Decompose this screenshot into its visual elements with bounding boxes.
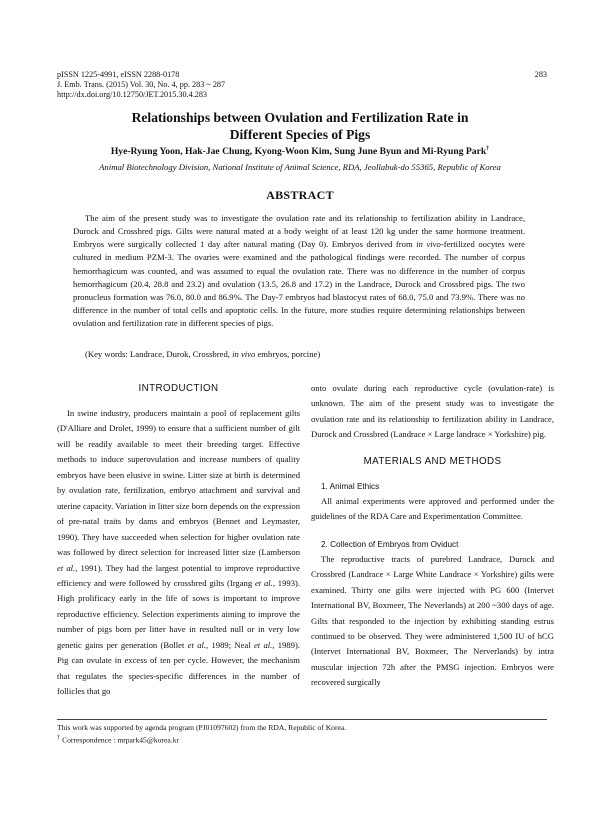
footnote-divider [57, 719, 547, 720]
title-line-1: Relationships between Ovulation and Fertilization Rate in [131, 110, 469, 125]
etal-1: et al. [57, 562, 76, 573]
corresponding-mark: † [486, 146, 490, 152]
journal-header [57, 70, 547, 101]
intro-text-3: , 1993). High prolificacy early in the life of sows is important to improve reproductive efficiency. Selection experiments aiming to improve the number of pigs born per litter have in resulted null or in very low genetic gains per generation (Bollet [57, 577, 301, 650]
intro-text-5: , 1989). Pig can ovulate in excess of ten per cycle. However, the mechanism that regulates the species-specific differences in the number of follicles that go [57, 639, 300, 697]
affiliation: Animal Biotechnology Division, National Institute of Animal Science, RDA, Jeollabuk-do 55365, Republic of Korea [99, 162, 501, 172]
keywords-italic: in vivo [232, 349, 256, 359]
abstract-italic: in vivo [416, 239, 441, 250]
methods-heading: MATERIALS AND METHODS [363, 455, 502, 467]
correspondence-text[interactable]: Correspondence : mrpark45@korea.kr [60, 735, 179, 745]
keywords-part-2: embryos, porcine) [255, 349, 321, 359]
page-number: 283 [534, 70, 547, 79]
right-column [311, 381, 554, 691]
subsection-embryo-collection: 2. Collection of Embryos from Oviduct [321, 539, 459, 549]
embryo-collection-text: The reproductive tracts of purebred Landrace, Durock and Crossbred (Landrace × Large White Landrace × Yorkshire) gilts were examined. Thirty one gilts were injected with PG 600 (Intervet International BV, Boxmeer, The Neverlands) at 200 ~300 days of age. Gilts that responded to the injection by exhibiting standing estrus continued to be observed. They were administered 1,500 IU of hCG (Intervet International BV, Boxmeer, The Nerverlands) by intra muscular injection 72h after the PMSG injection. Embryos were recovered surgically [311, 553, 554, 688]
etal-4: et al. [253, 639, 273, 650]
animal-ethics-text: All animal experiments were approved and performed under the guidelines of the RDA Care and Experimentation Committee. [311, 495, 554, 522]
intro-continuation: onto ovulate during each reproductive cycle (ovulation-rate) is unknown. The aim of the present study was to investigate the ovulation rate and its relationship to fertilization ability in Landrace, Durock and Crossbred (Landrace × Large landrace × Yorkshire) pig. [311, 383, 554, 440]
etal-2: et al. [254, 577, 273, 588]
title-line-2: Different Species of Pigs [229, 126, 371, 142]
author-list [0, 146, 600, 157]
footnote-mark: † [57, 734, 61, 742]
etal-3: et al. [187, 639, 207, 650]
issn-line: pISSN 1225-4991, eISSN 2288-0178 [57, 70, 180, 79]
authors-text: Hye-Ryung Yoon, Hak-Jae Chung, Kyong-Woon Kim, Sung June Byun and Mi-Ryung Park [110, 146, 487, 158]
abstract-body [73, 212, 525, 330]
intro-text-2: , 1991). They had the largest potential to improve reproductive efficiency and were followed by crossbred gilts (Irgang [57, 562, 300, 588]
abstract-part-1: The aim of the present study was to investigate the ovulation rate and its relationship to fertilization ability in Landrace, Durock and Crossbred pigs. Gilts were natural mated at a body weight of at least 120 kg under the same hormone treatment. Embryos were surgically collected 1 day after natural mating (Day 0). Embryos derived from [73, 213, 525, 250]
correspondence-note [57, 733, 547, 746]
intro-paragraph [57, 406, 300, 700]
keywords-part-1: (Key words: Landrace, Durok, Crossbred, [85, 349, 233, 359]
funding-note: This work was supported by agenda program (PJ01097602) from the RDA, Republic of Korea. [57, 723, 347, 732]
introduction-heading: INTRODUCTION [138, 383, 219, 394]
paper-title [0, 110, 600, 143]
journal-citation: J. Emb. Trans. (2015) Vol. 30, No. 4, pp. 283 ~ 287 [57, 80, 226, 90]
abstract-heading: ABSTRACT [266, 188, 334, 202]
doi-link[interactable]: http://dx.doi.org/10.12750/JET.2015.30.4.283 [57, 90, 208, 100]
intro-text-4: , 1989; Neal [206, 639, 254, 650]
footnotes [57, 723, 547, 746]
intro-text-1: In swine industry, producers maintain a pool of replacement gilts (D'Alliare and Drolet, 1999) to ensure that a sufficient number of gilt will be readily available to meet their breeding target. Effective methods to induce superovulation and increase numbers of quality embryos have been elusive in swine. Litter size at birth is determined by ovulation rate, fertilization, embryo attachment and survival and uterine capacity. Variation in litter size born depends on the expression of pre-natal traits by dams and embryos (Bennet and Leymaster, 1990). They have succeeded when selection for higher ovulation rate was followed by direct selection for increased litter size (Lamberson [57, 408, 300, 558]
subsection-animal-ethics: 1. Animal Ethics [321, 481, 380, 491]
abstract-part-2: -fertilized oocytes were cultured in medium PZM-3. The ovaries were examined and the pathological findings were recorded. The number of corpus hemorrhagicum was counted, and was assumed to equal the ovulation rate. There was no difference in the number of corpus hemorrhagicum (20.4, 28.8 and 23.2) and ovulation (13.5, 26.8 and 17.2) in the Landrace, Durock and Crossbred pigs. The two pronucleus formation was 76.0, 80.0 and 86.9%. The Day-7 embryos had blastocyst rates of 68.0, 75.0 and 73.9%. There was no difference in the number of total cells and apoptotic cells. In the future, more studies require determining relationships between ovulation and fertilization rate in different species of pigs. [73, 239, 526, 329]
keywords [85, 349, 320, 359]
left-column [57, 382, 300, 700]
